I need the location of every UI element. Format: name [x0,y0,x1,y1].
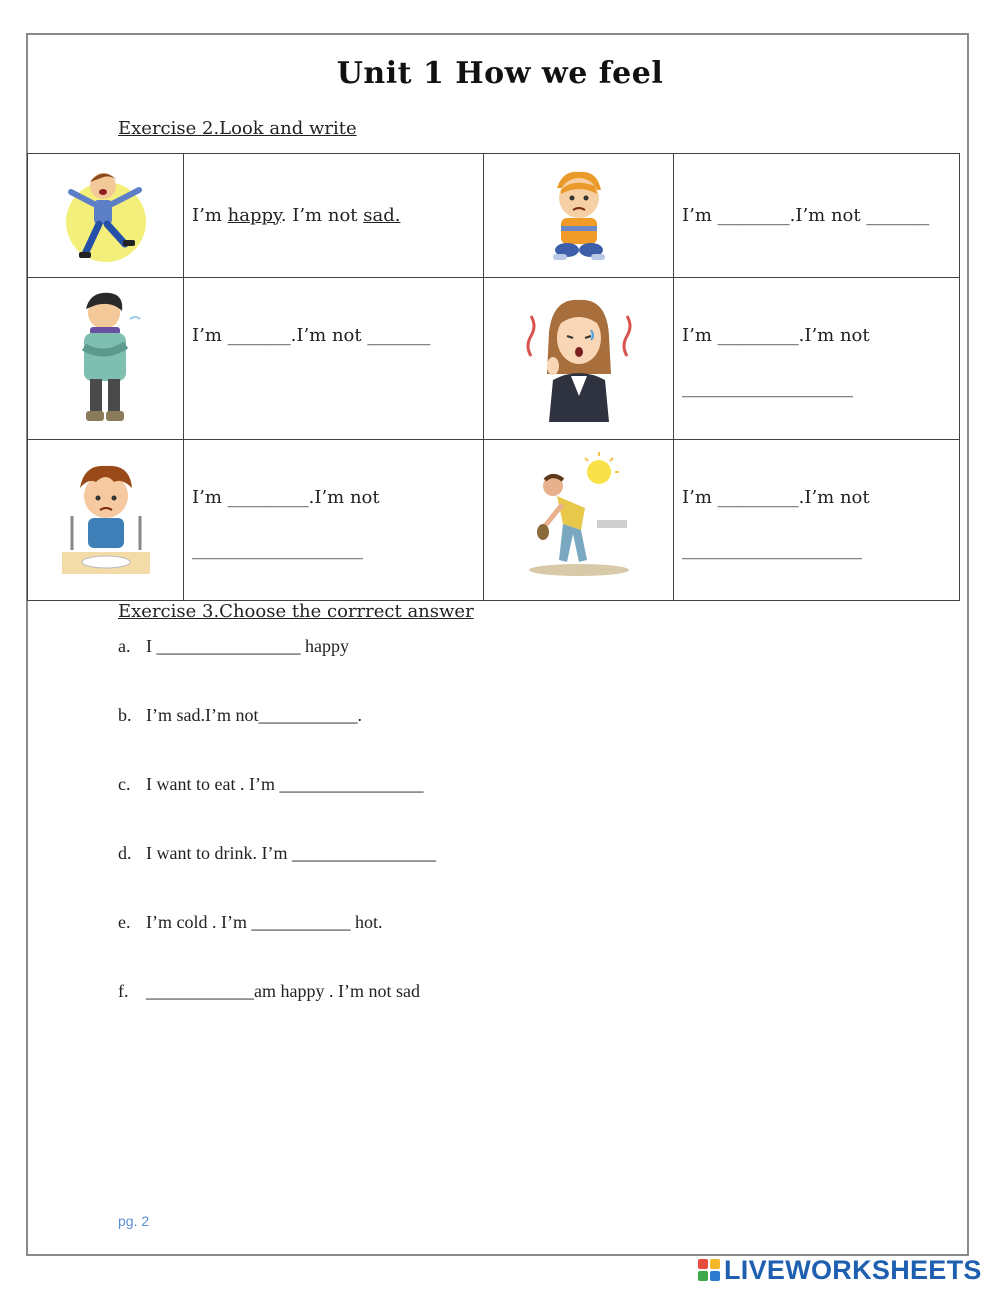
sad-boy-picture [484,154,674,278]
sentence-text: I’m [192,204,228,226]
liveworksheets-logo-icon [698,1259,720,1281]
answer-cell [184,278,484,440]
hot-girl-picture [484,278,674,440]
answer-cell [674,154,960,278]
item-letter: b. [118,705,132,725]
list-item [118,912,436,981]
list-item [118,705,436,774]
item-text: I ________________ happy [146,636,349,656]
exercise-3-list [118,636,436,1050]
page-title: Unit 1 How we feel [336,56,664,91]
example-word-happy: happy [227,204,281,226]
item-letter: f. [118,981,129,1001]
happy-boy-picture [28,154,184,278]
answer-cell [184,154,484,278]
sentence-text: . I’m not [280,204,364,226]
page-number: pg. 2 [118,1213,150,1229]
sentence-text: I’m _________.I’m not [682,487,870,508]
exercise-2-table [27,153,960,601]
thirsty-man-picture [484,440,674,601]
item-text: I want to eat . I’m ________________ [146,774,424,794]
list-item [118,774,436,843]
answer-cell [674,440,960,601]
sentence-text: ___________________ [682,377,853,398]
sentence-text: I’m _________.I’m not [682,325,870,346]
sentence-text: I’m _________.I’m not [192,487,380,508]
exercise-3-heading: Exercise 3.Choose the corrrect answer [118,601,474,622]
item-text: I’m cold . I’m ___________ hot. [146,912,383,932]
sentence-text: ____________________ [682,539,862,560]
item-letter: a. [118,636,131,656]
liveworksheets-brand[interactable] [698,1255,982,1285]
table-row [28,278,960,440]
item-text: I want to drink. I’m ________________ [146,843,436,863]
hungry-boy-picture [28,440,184,601]
item-text: I’m sad.I’m not___________. [146,705,362,725]
brand-name: LIVEWORKSHEETS [724,1254,982,1285]
table-row [28,154,960,278]
cold-boy-picture [28,278,184,440]
answer-cell [674,278,960,440]
list-item [118,636,436,705]
example-word-sad: sad. [363,204,401,226]
table-row [28,440,960,601]
sentence-text: ___________________ [192,539,363,560]
item-letter: d. [118,843,132,863]
list-item [118,981,436,1050]
item-letter: e. [118,912,131,932]
exercise-2-heading: Exercise 2.Look and write [118,118,357,139]
sentence-text: I’m ________.I’m not _______ [682,204,930,226]
answer-cell [184,440,484,601]
list-item [118,843,436,912]
item-letter: c. [118,774,131,794]
item-text: ____________am happy . I’m not sad [146,981,420,1001]
sentence-text: I’m _______.I’m not _______ [192,325,431,346]
